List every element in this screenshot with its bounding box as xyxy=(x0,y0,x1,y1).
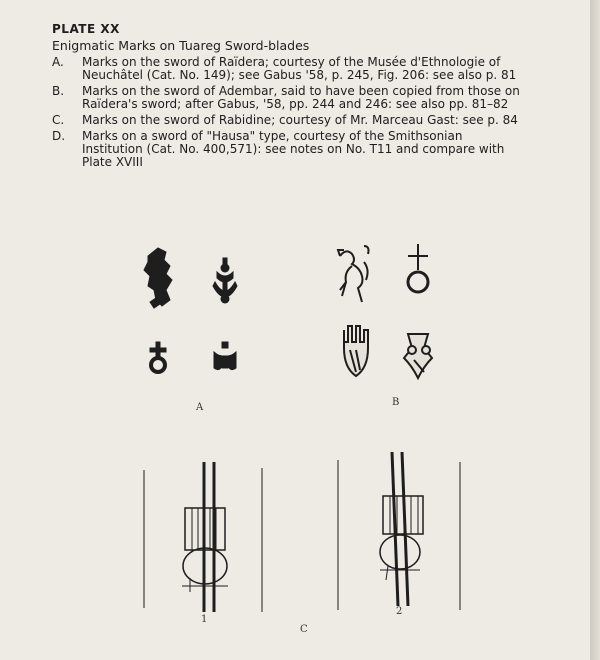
entry-letter: B. xyxy=(52,84,65,98)
entry-text: Marks on the sword of Adembar, said to have been copied from those on Raïdera's sword; after Gabus, '58, pp. 244 and 246: see also pp. 81–82 xyxy=(82,84,520,111)
entry-letter: C. xyxy=(52,113,65,127)
shield-mark-icon xyxy=(404,334,432,378)
book-spine xyxy=(590,0,600,660)
entry-letter: A. xyxy=(52,55,64,69)
trident-mark-icon xyxy=(214,342,236,370)
anchor-mark-icon xyxy=(213,258,237,303)
figure-a-marks xyxy=(144,248,237,372)
figure-a-label: A xyxy=(196,402,204,413)
circle-cross-mark-icon xyxy=(150,342,166,372)
hand-mark-icon xyxy=(344,326,368,376)
figure-c1-label: 1 xyxy=(201,614,208,625)
plate-subtitle: Enigmatic Marks on Tuareg Sword-blades xyxy=(52,38,310,53)
figure-b-label: B xyxy=(392,397,400,408)
plate-title: PLATE XX xyxy=(52,22,120,36)
figure-c2-label: 2 xyxy=(396,606,403,617)
sword-hilt-drawing-2 xyxy=(338,452,460,610)
ankh-mark-icon xyxy=(408,244,428,292)
lion-mark-icon xyxy=(144,248,172,308)
figure-b-marks xyxy=(338,244,432,378)
entry-text: Marks on the sword of Rabidine; courtesy of Mr. Marceau Gast: see p. 84 xyxy=(82,113,518,127)
entry-text: Marks on the sword of Raïdera; courtesy of the Musée d'Ethnologie of Neuchâtel (Cat. No. 149); see Gabus '58, p. 245, Fig. 206: see also p. 81 xyxy=(82,55,517,82)
figure-c-label: C xyxy=(300,624,308,635)
sword-hilt-drawing-1 xyxy=(144,462,262,612)
entry-letter: D. xyxy=(52,129,66,143)
entry-text: Marks on a sword of "Hausa" type, courtesy of the Smithsonian Institution (Cat. No. 400,571): see notes on No. T11 and compare with Plate XVIII xyxy=(82,129,505,169)
figure-c-drawings xyxy=(144,452,460,612)
lion-outline-mark-icon xyxy=(338,246,369,302)
